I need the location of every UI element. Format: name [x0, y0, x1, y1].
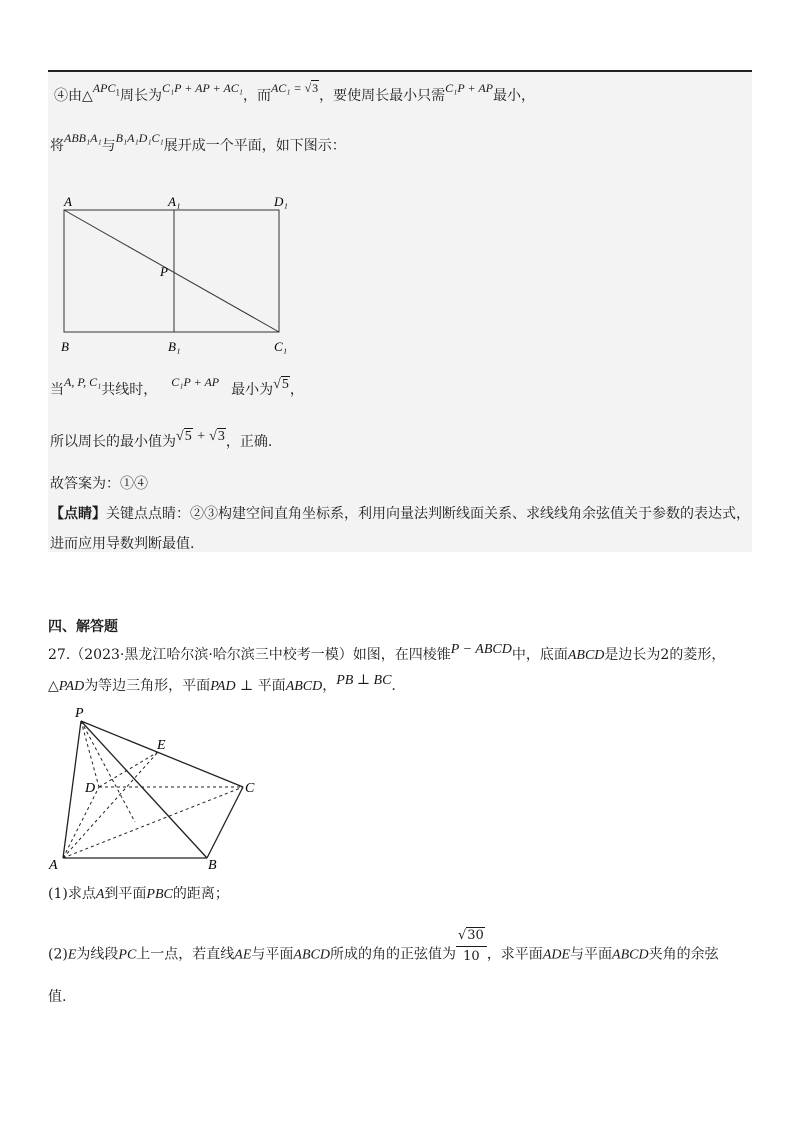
- text: ，求平面: [486, 946, 543, 963]
- label-A: A: [49, 858, 58, 873]
- label-P: P: [160, 264, 168, 279]
- text: 的菱形，: [669, 647, 726, 663]
- text: 是边长为: [604, 647, 661, 663]
- math-expr: C₁P + AP: [171, 375, 220, 389]
- math-face2: B₁A₁D₁C₁: [115, 131, 164, 145]
- math-plane-pad: PAD: [210, 679, 236, 694]
- section-title: 四、解答题: [48, 619, 118, 635]
- solution-line-2: [50, 131, 346, 156]
- question-1: [48, 884, 229, 905]
- diagonal-ac1: [64, 210, 279, 332]
- solution-line-1: [54, 81, 535, 110]
- math-expr: C₁P + AP: [445, 81, 493, 95]
- edge-AD: [63, 787, 99, 858]
- text: 所以周长的最小值为: [50, 434, 176, 450]
- problem-number: 27.: [48, 647, 71, 663]
- math-points: A, P, C₁: [64, 375, 102, 389]
- text: 如图，在四棱锥: [352, 647, 451, 663]
- label-E: E: [157, 738, 166, 753]
- text: 中，底面: [511, 647, 568, 663]
- math-line-ae: AE: [234, 947, 252, 963]
- math-plane-pbc: PBC: [146, 887, 173, 902]
- comment-tag: 【点睛】: [50, 506, 106, 522]
- math-face1: ABB₁A₁: [64, 131, 102, 145]
- math-side: 2: [660, 647, 670, 663]
- pyramid-figure: [45, 703, 275, 878]
- comment-line-2: 进而应用导数判断最值.: [50, 536, 195, 552]
- math-point-a: A: [95, 887, 105, 902]
- math-sum: √5 + √3: [176, 429, 225, 444]
- problem-source: （2023·黑龙江哈尔滨·哈尔滨三中校考一模）: [70, 647, 353, 663]
- math-pb-perp-bc: PB ⊥ BC: [336, 673, 392, 688]
- edge-PA: [63, 721, 81, 858]
- text: 与平面: [570, 946, 613, 963]
- text: ，要使周长最小只需: [319, 88, 446, 104]
- math-perimeter: C₁P + AP + AC₁: [161, 81, 243, 95]
- text: 最小为: [231, 382, 274, 398]
- text: 最小，: [493, 88, 535, 104]
- problem-line-1: [48, 642, 726, 666]
- text: 当: [50, 382, 64, 398]
- text: 夹角的余弦: [648, 946, 719, 963]
- solution-block: [48, 72, 752, 552]
- text: ，而: [242, 88, 271, 104]
- math-pyramid: P − ABCD: [450, 642, 512, 657]
- diagonal-AC: [63, 787, 243, 858]
- label-B: B: [208, 858, 217, 873]
- math-point-e: E: [67, 947, 77, 963]
- math-tri: $APC_1$: [92, 81, 120, 98]
- edge-BC: [207, 787, 243, 858]
- text: 展开成一个平面，如下图示：: [163, 138, 346, 154]
- solution-line-4: [50, 429, 273, 453]
- answer-line: 故答案为：①④: [50, 476, 148, 492]
- text: (1)求点: [48, 886, 96, 902]
- text: 共线时，: [101, 382, 158, 398]
- text: 的距离；: [172, 886, 229, 902]
- problem-line-2: [48, 673, 396, 697]
- label-D1: D₁: [274, 194, 288, 209]
- label-B: B: [61, 339, 69, 354]
- text: 将: [50, 138, 64, 154]
- math-plane-abcd: ABCD: [285, 679, 323, 694]
- label-P: P: [75, 706, 84, 721]
- math-plane-abcd: ABCD: [293, 947, 330, 963]
- label-B1: B₁: [168, 339, 181, 354]
- text: (2): [48, 946, 68, 963]
- text: .: [391, 678, 396, 694]
- math-base: ABCD: [567, 648, 605, 663]
- text: 上一点，若直线: [136, 946, 235, 963]
- math-plane-ade: ADE: [542, 947, 571, 963]
- label-A1: A₁: [168, 194, 181, 209]
- text: 关键点点睛：②③构建空间直角坐标系，利用向量法判断线面关系、求线线角余弦值关于参数的表达式，: [106, 506, 750, 522]
- math-segment-pc: PC: [118, 947, 137, 963]
- text: 所成的角的正弦值为: [329, 946, 456, 963]
- text: ⊥: [235, 678, 258, 694]
- fraction-sin: $\frac{√30}{10}$: [456, 926, 487, 967]
- math-plane-abcd-2: ABCD: [612, 947, 649, 963]
- question-2: [48, 928, 719, 975]
- text: ，: [289, 382, 304, 398]
- label-A: A: [64, 194, 72, 209]
- segment-DE: [99, 752, 158, 787]
- solution-line-3: [50, 375, 304, 401]
- text: 与: [101, 138, 116, 154]
- text: 平面: [257, 678, 286, 694]
- math-triangle: △PAD: [48, 679, 85, 694]
- label-D: D: [85, 781, 96, 796]
- segment-AE: [63, 752, 158, 858]
- text: 周长为: [119, 88, 162, 104]
- text: 为等边三角形，平面: [84, 678, 211, 694]
- math-ac1: AC₁ = √3: [270, 81, 319, 95]
- text: 为线段: [76, 946, 119, 963]
- text: ，: [322, 678, 337, 694]
- text: ④由△: [54, 88, 93, 104]
- unfolded-figure: [52, 194, 312, 354]
- question-2-line-2: 值.: [48, 989, 67, 1005]
- text: ，正确.: [225, 434, 273, 450]
- text: 与平面: [251, 946, 294, 963]
- edge-PB: [81, 721, 207, 858]
- label-C: C: [245, 781, 255, 796]
- comment-line-1: [50, 504, 750, 524]
- label-C1: C₁: [274, 339, 288, 354]
- edge-PC: [81, 721, 243, 787]
- math-sqrt5: √5: [273, 377, 289, 392]
- text: 到平面: [104, 886, 147, 902]
